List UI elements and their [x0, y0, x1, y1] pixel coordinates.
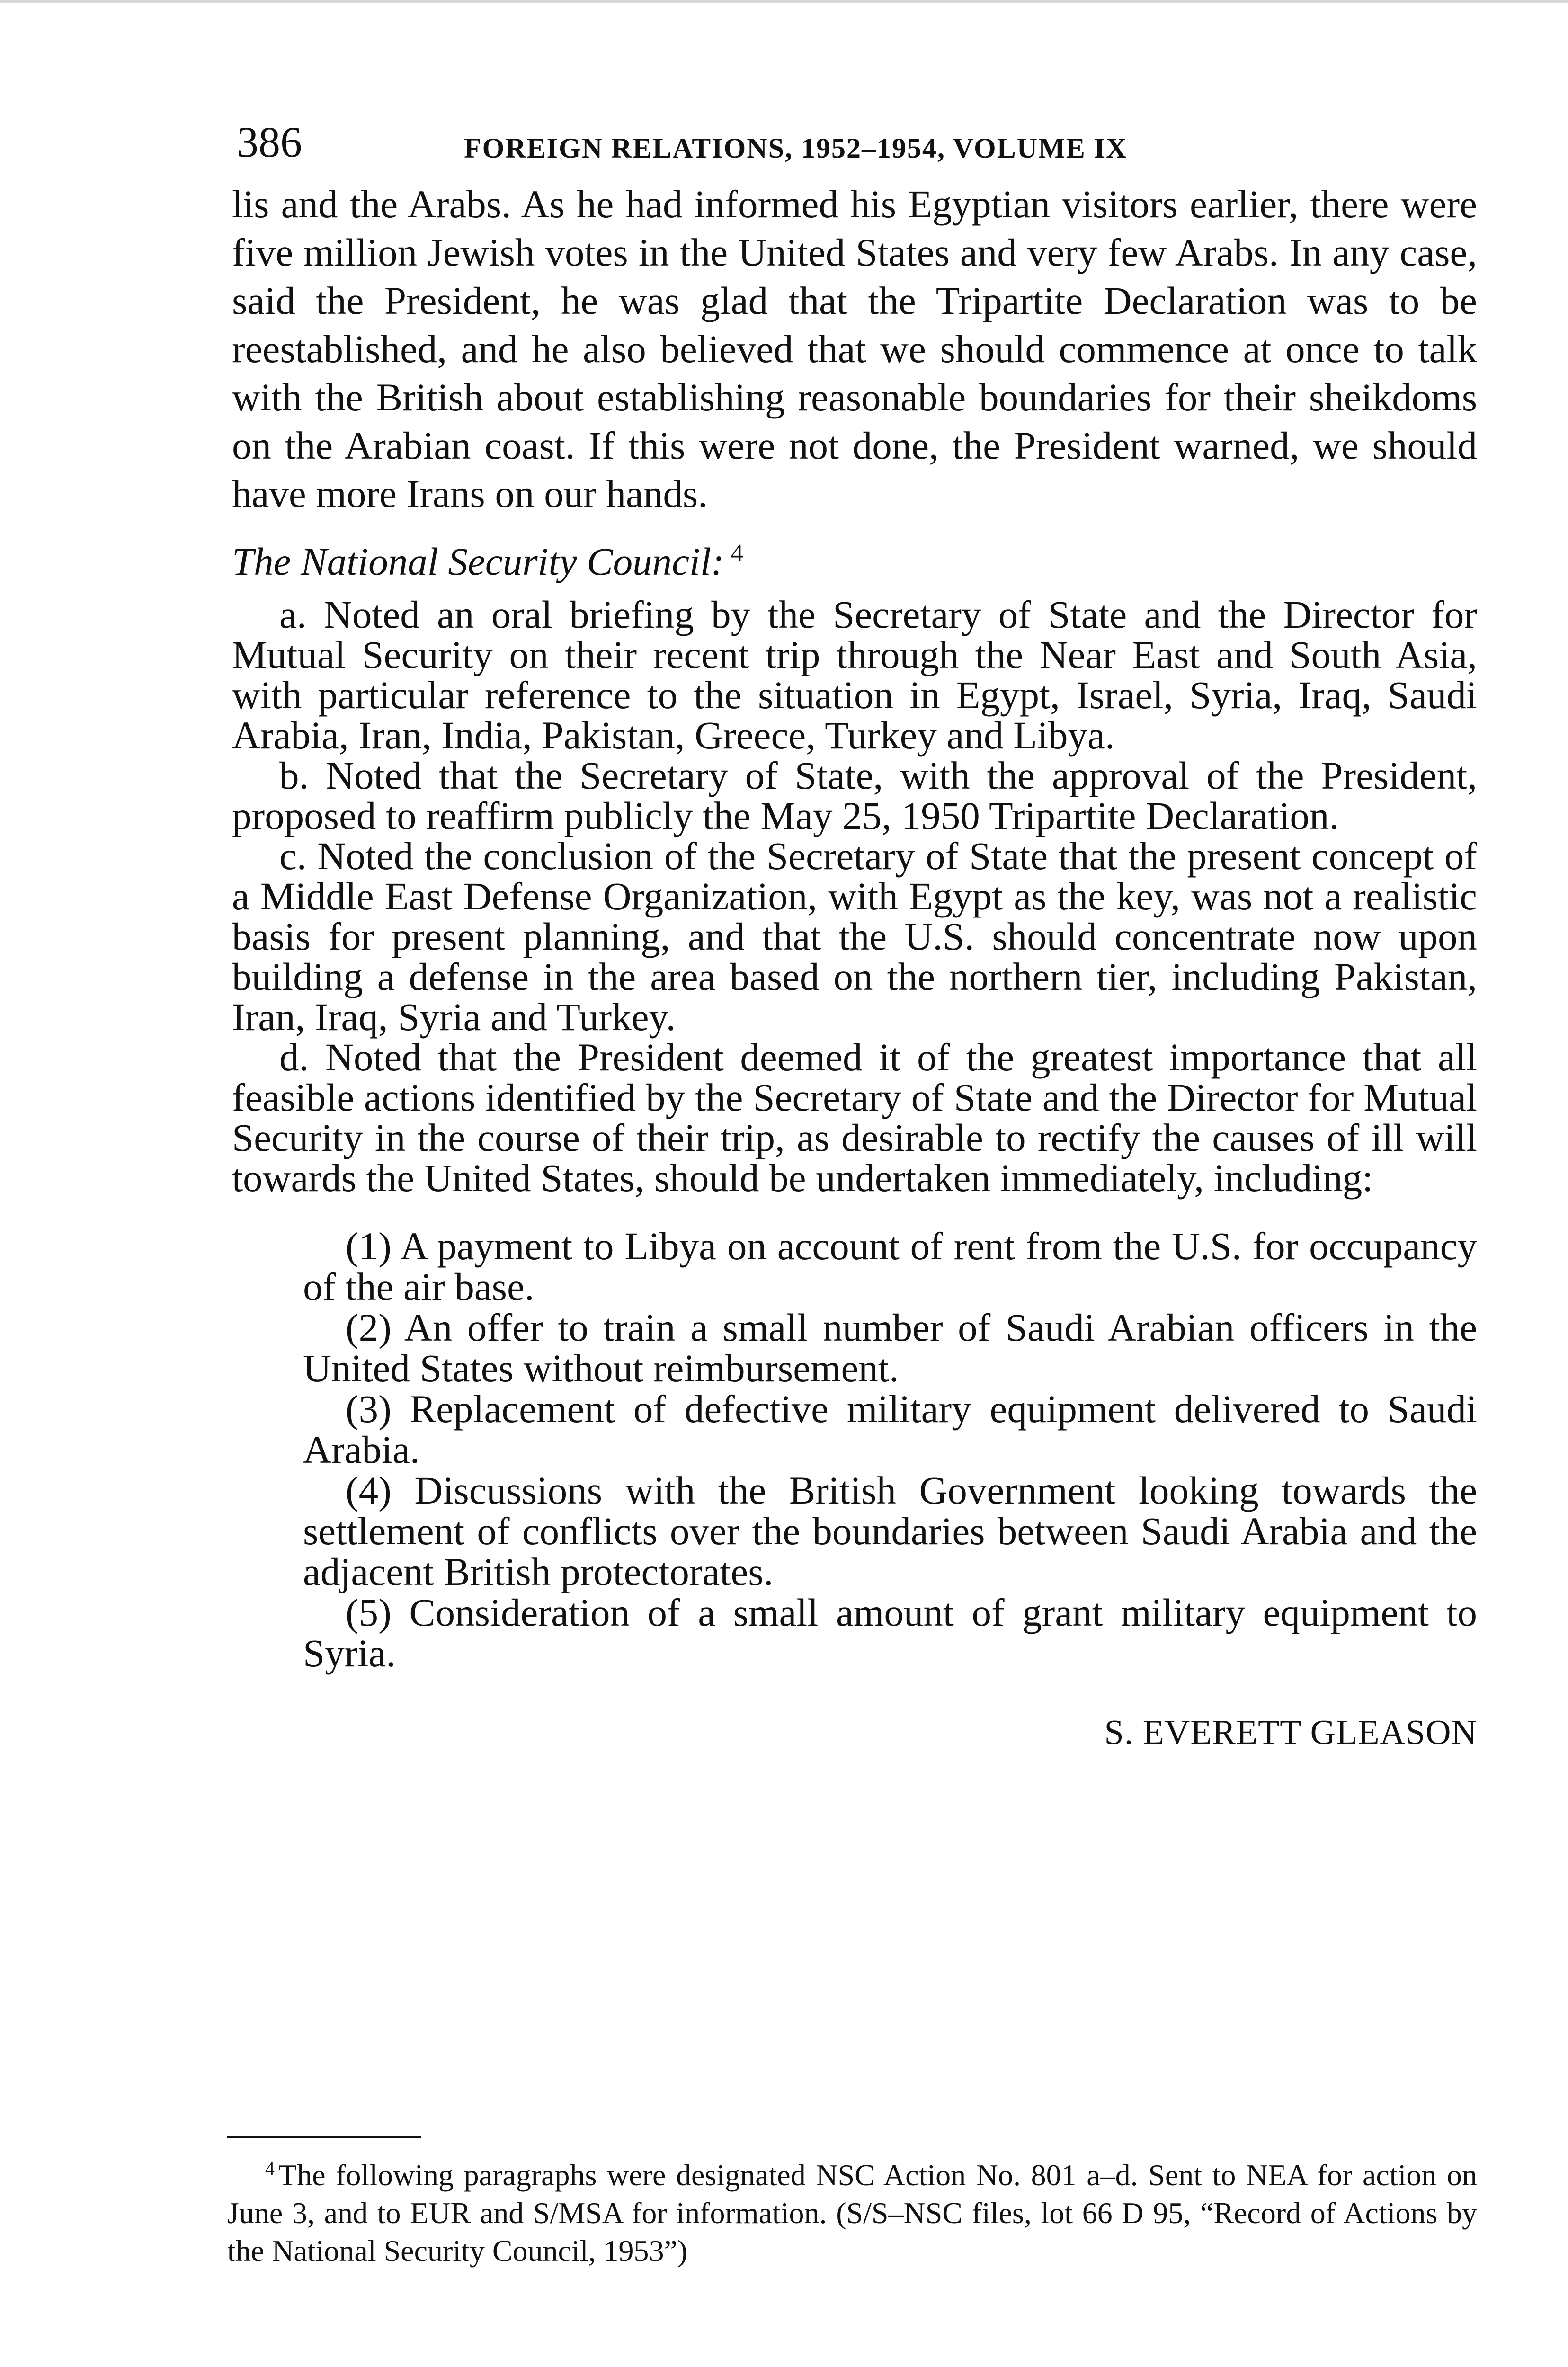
action-item-d: d. Noted that the President deemed it of the greatest importance that all feasible actions identified by the Secretary of State and the Director for Mutual Security in the course of their trip, as desirable to rectify the causes of ill will towards the United States, should be undertaken immediately, including: [232, 1035, 1477, 1200]
subitem-2: (2) An offer to train a small number of Saudi Arabian officers in the United States without reimbursement. [303, 1306, 1477, 1390]
page-number: 386 [237, 118, 302, 166]
top-edge-rule [0, 0, 1568, 3]
running-head [232, 118, 1477, 180]
action-item-a: a. Noted an oral briefing by the Secretary of State and the Director for Mutual Security on their recent trip through the Near East and South Asia, with particular reference to the situation in Egypt, Israel, Syria, Iraq, Saudi Arabia, Iran, India, Pakistan, Greece, Turkey and Libya. [232, 593, 1477, 757]
footnote-reference: 4 [731, 540, 743, 567]
subitem-4: (4) Discussions with the British Government looking towards the settlement of conflicts over the boundaries between Saudi Arabia and the adjacent British protectorates. [303, 1468, 1477, 1593]
signature: S. EVERETT GLEASON [1104, 1713, 1477, 1752]
council-actions [232, 595, 1477, 1198]
footnote-rule [227, 2136, 421, 2138]
council-heading-text: The National Security Council: [232, 540, 724, 583]
action-item-c: c. Noted the conclusion of the Secretary of State that the present concept of a Middle East Defense Organization, with Egypt as the key, was not a realistic basis for present planning, and that the U.S. should concentrate now upon building a defense in the area based on the northern tier, including Pakistan, Iran, Iraq, Syria and Turkey. [232, 834, 1477, 1039]
footnote [227, 2156, 1477, 2270]
footnote-text: The following paragraphs were designated NSC Action No. 801 a–d. Sent to NEA for action on June 3, and to EUR and S/MSA for information. (S/S–NSC files, lot 66 D 95, “Record of Actions by the National Security Council, 1953”) [227, 2158, 1477, 2268]
subitem-1: (1) A payment to Libya on account of rent from the U.S. for occupancy of the air base. [303, 1224, 1477, 1308]
subitem-5: (5) Consideration of a small amount of grant military equipment to Syria. [303, 1591, 1477, 1675]
footnote-mark: 4 [265, 2157, 275, 2179]
immediate-actions-list [303, 1226, 1477, 1673]
council-heading [232, 538, 1477, 585]
running-title: FOREIGN RELATIONS, 1952–1954, VOLUME IX [464, 133, 1128, 164]
continuation-paragraph: lis and the Arabs. As he had informed his Egyptian visitors earlier, there were five million Jewish votes in the United States and very few Arabs. In any case, said the President, he was glad that the Tripartite Declaration was to be reestablished, and he also believed that we should commence at once to talk with the British about establishing reasonable boundaries for their sheikdoms on the Arabian coast. If this were not done, the President warned, we should have more Irans on our hands. [232, 182, 1477, 516]
action-item-b: b. Noted that the Secretary of State, with the approval of the President, proposed to reaffirm publicly the May 25, 1950 Tripartite Declaration. [232, 754, 1477, 837]
page-content [232, 118, 1477, 1754]
subitem-3: (3) Replacement of defective military equipment delivered to Saudi Arabia. [303, 1387, 1477, 1471]
